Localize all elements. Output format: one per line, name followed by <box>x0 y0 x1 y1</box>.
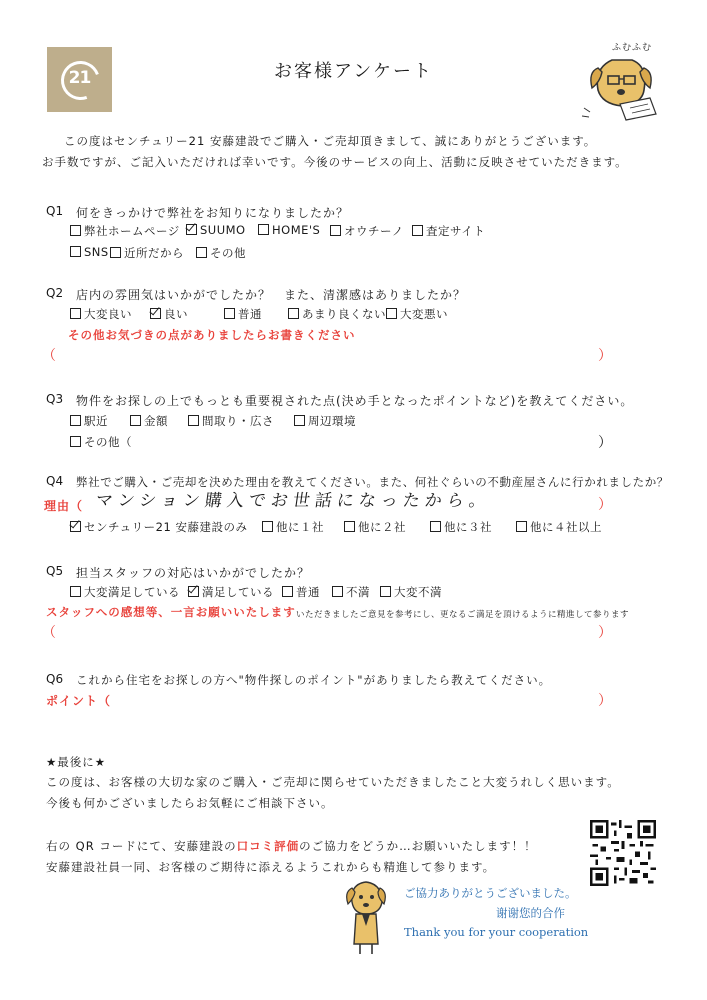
closing-line-3-post: のご協力をどうか…お願いいたします！！ <box>299 839 537 853</box>
checkbox-icon[interactable] <box>70 225 81 236</box>
checkbox-icon[interactable] <box>332 586 343 597</box>
checkbox-icon[interactable] <box>282 586 293 597</box>
checkbox-icon[interactable] <box>188 415 199 426</box>
checkbox-icon[interactable] <box>294 415 305 426</box>
q2-option-very-good[interactable]: 大変良い <box>70 306 132 322</box>
checkbox-icon[interactable] <box>258 224 269 235</box>
thanks-japanese: ご協力ありがとうございました。 <box>404 886 577 900</box>
q1-option-satei[interactable]: 査定サイト <box>412 223 485 239</box>
q2-option-very-bad[interactable]: 大変悪い <box>386 306 448 322</box>
q4-reason-label: 理由（ <box>44 499 84 513</box>
q2-comment-field[interactable] <box>60 345 590 363</box>
checkbox-checked-icon[interactable] <box>188 586 199 597</box>
checkbox-icon[interactable] <box>196 247 207 258</box>
q6-number: Q6 <box>46 672 64 686</box>
q1-option-homes[interactable]: HOME'S <box>258 223 320 237</box>
q2-option-not-good[interactable]: あまり良くない <box>288 306 386 322</box>
q4-number: Q4 <box>46 474 64 488</box>
q3-option-price[interactable]: 金額 <box>130 413 168 429</box>
thanks-chinese: 谢谢您的合作 <box>496 906 565 920</box>
closing-line-3-pre: 右の QR コードにて、安藤建設の <box>46 839 237 853</box>
q2-comment-prompt: その他お気づきの点がありましたらお書きください <box>68 328 356 342</box>
q5-option-unsatisfied[interactable]: 不満 <box>332 584 370 600</box>
q5-comment-field[interactable] <box>60 622 590 640</box>
q5-option-satisfied[interactable]: 満足している <box>188 584 274 600</box>
closing-line-2: 今後も何かございましたらお気軽にご相談下さい。 <box>46 796 334 810</box>
q2-option-good[interactable]: 良い <box>150 306 188 322</box>
q3-question: 物件をお探しの上でもっとも重要視された点(決め手となったポイントなど)を教えてください。 <box>76 394 634 408</box>
review-highlight: 口コミ評価 <box>236 839 300 853</box>
q2-paren-close: ） <box>598 348 612 364</box>
checkbox-icon[interactable] <box>224 308 235 319</box>
q5-number: Q5 <box>46 564 64 578</box>
q1-option-ouchino[interactable]: オウチーノ <box>330 223 404 239</box>
checkbox-icon[interactable] <box>70 308 81 319</box>
q1-option-suumo[interactable]: SUUMO <box>186 223 246 237</box>
closing-line-1: この度は、お客様の大切な家のご購入・ご売却に関らせていただきましたこと大変うれしく思います。 <box>46 775 620 789</box>
checkbox-icon[interactable] <box>130 415 141 426</box>
q6-point-label: ポイント（ <box>46 694 112 708</box>
checkbox-icon[interactable] <box>430 521 441 532</box>
q4-option-only[interactable]: センチュリー21 安藤建設のみ <box>70 519 247 535</box>
q2-question: 店内の雰囲気はいかがでしたか？ また、清潔感はありましたか？ <box>76 288 467 302</box>
checkbox-icon[interactable] <box>516 521 527 532</box>
checkbox-icon[interactable] <box>386 308 397 319</box>
q1-number: Q1 <box>46 204 64 218</box>
closing-line-4: 安藤建設社員一同、お客様のご期待に添えるようこれからも精進して参ります。 <box>46 860 496 874</box>
q6-paren-close: ） <box>598 693 612 709</box>
intro-line-1: この度はセンチュリー21 安藤建設でご購入・ご売却頂きまして、誠にありがとうございます。 <box>64 134 597 148</box>
q1-option-kinjo[interactable]: 近所だから <box>110 245 184 261</box>
checkbox-icon[interactable] <box>70 436 81 447</box>
q5-option-very-unsatisfied[interactable]: 大変不満 <box>380 584 442 600</box>
closing-heading: ★最後に★ <box>46 755 107 769</box>
q1-question: 何をきっかけで弊社をお知りになりましたか？ <box>76 206 350 220</box>
q4-handwritten-answer[interactable]: マンション購入でお世話になったから。 <box>94 491 493 511</box>
checkbox-icon[interactable] <box>412 225 423 236</box>
q6-question: これから住宅をお探しの方へ"物件探しのポイント"がありましたら教えてください。 <box>76 673 552 687</box>
checkbox-checked-icon[interactable] <box>186 224 197 235</box>
q1-option-sns[interactable]: SNS <box>70 245 109 259</box>
q3-option-other[interactable]: その他（ <box>70 434 132 450</box>
q3-option-surroundings[interactable]: 周辺環境 <box>294 413 356 429</box>
q4-option-3[interactable]: 他に３社 <box>430 519 492 535</box>
intro-line-2: お手数ですが、ご記入いただければ幸いです。今後のサービスの向上、活動に反映させていただきます。 <box>42 155 628 169</box>
q4-paren-close: ） <box>598 497 612 513</box>
checkbox-icon[interactable] <box>288 308 299 319</box>
thanks-english: Thank you for your cooperation <box>404 925 589 939</box>
q6-point-field[interactable] <box>110 690 590 708</box>
q3-option-station[interactable]: 駅近 <box>70 413 108 429</box>
q4-option-4-plus[interactable]: 他に４社以上 <box>516 519 602 535</box>
checkbox-icon[interactable] <box>344 521 355 532</box>
qr-code-icon[interactable] <box>590 820 656 886</box>
closing-line-3 <box>46 836 537 857</box>
checkbox-icon[interactable] <box>70 415 81 426</box>
checkbox-icon[interactable] <box>110 247 121 258</box>
q2-option-normal[interactable]: 普通 <box>224 306 262 322</box>
page-title: お客様アンケート <box>274 61 433 82</box>
q3-number: Q3 <box>46 392 64 406</box>
checkbox-checked-icon[interactable] <box>150 308 161 319</box>
checkbox-icon[interactable] <box>262 521 273 532</box>
checkbox-icon[interactable] <box>70 246 81 257</box>
q5-paren-close: ） <box>598 625 612 641</box>
checkbox-icon[interactable] <box>330 225 341 236</box>
q1-option-other[interactable]: その他 <box>196 245 246 261</box>
q5-paren-open: （ <box>42 625 56 641</box>
checkbox-icon[interactable] <box>70 586 81 597</box>
q4-option-2[interactable]: 他に２社 <box>344 519 406 535</box>
q5-comment-prompt: スタッフへの感想等、一言お願いいたします <box>46 605 296 619</box>
checkbox-icon[interactable] <box>380 586 391 597</box>
q2-number: Q2 <box>46 286 64 300</box>
q3-paren-close: ） <box>598 435 612 451</box>
q4-question: 弊社でご購入・ご売却を決めた理由を教えてください。また、何社ぐらいの不動産屋さんに行かれましたか？ <box>76 475 669 489</box>
q2-paren-open: （ <box>42 348 56 364</box>
q3-option-layout[interactable]: 間取り・広さ <box>188 413 274 429</box>
q5-comment-note: いただきましたご意見を参考にし、更なるご満足を頂けるように精進して参ります <box>296 610 630 620</box>
dog-mascot-small-icon <box>344 878 390 956</box>
checkbox-checked-icon[interactable] <box>70 521 81 532</box>
q4-option-1[interactable]: 他に１社 <box>262 519 324 535</box>
logo-number: 21 <box>68 68 91 88</box>
q5-option-normal[interactable]: 普通 <box>282 584 320 600</box>
q5-option-very-satisfied[interactable]: 大変満足している <box>70 584 180 600</box>
q1-option-homepage[interactable]: 弊社ホームページ <box>70 223 180 239</box>
mascot-caption: ふむふむ <box>612 43 653 53</box>
q5-question: 担当スタッフの対応はいかがでしたか？ <box>76 566 311 580</box>
